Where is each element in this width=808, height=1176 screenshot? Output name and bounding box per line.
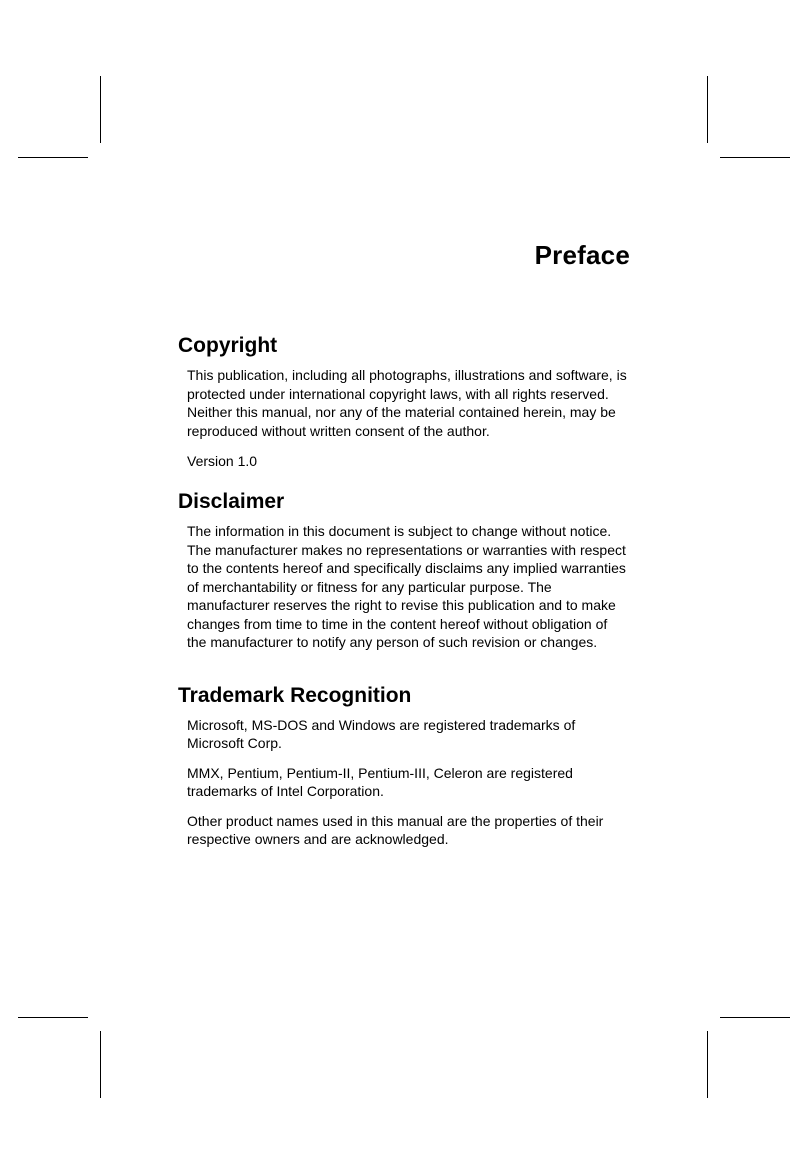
crop-mark-bottom-right-horizontal — [720, 1017, 790, 1018]
page-title: Preface — [534, 240, 630, 270]
copyright-section — [178, 334, 628, 482]
trademark-section — [178, 684, 628, 860]
copyright-heading: Copyright — [178, 334, 278, 357]
copyright-paragraph: This publication, including all photographs, illustrations and software, is protected under international copyright laws, with all rights reserved. Neither this manual, nor any of the material contained herein, may be reproduced without written consent of the author. — [187, 367, 627, 439]
disclaimer-heading: Disclaimer — [178, 490, 285, 513]
trademark-heading: Trademark Recognition — [178, 684, 412, 707]
crop-mark-top-left-horizontal — [18, 157, 88, 158]
version-text: Version 1.0 — [187, 453, 258, 469]
trademark-paragraph-microsoft: Microsoft, MS-DOS and Windows are registered trademarks of Microsoft Corp. — [187, 717, 576, 751]
crop-mark-top-right-vertical — [707, 76, 708, 143]
trademark-paragraph-intel: MMX, Pentium, Pentium-II, Pentium-III, Celeron are registered trademarks of Intel Corporation. — [187, 765, 573, 799]
crop-mark-top-left-vertical — [100, 76, 101, 143]
trademark-paragraph-others: Other product names used in this manual are the properties of their respective owners and are acknowledged. — [187, 813, 604, 847]
disclaimer-section — [178, 490, 628, 664]
crop-mark-bottom-left-horizontal — [18, 1017, 88, 1018]
crop-mark-bottom-left-vertical — [100, 1031, 101, 1098]
crop-mark-top-right-horizontal — [720, 157, 790, 158]
crop-mark-bottom-right-vertical — [707, 1031, 708, 1098]
disclaimer-paragraph: The information in this document is subject to change without notice. The manufacturer makes no representations or warranties with respect to the contents hereof and specifically disclaims any implied warranties of merchantability or fitness for any particular purpose. The manufacturer reserves the right to revise this publication and to make changes from time to time in the content hereof without obligation of the manufacturer to notify any person of such revision or changes. — [187, 523, 626, 650]
